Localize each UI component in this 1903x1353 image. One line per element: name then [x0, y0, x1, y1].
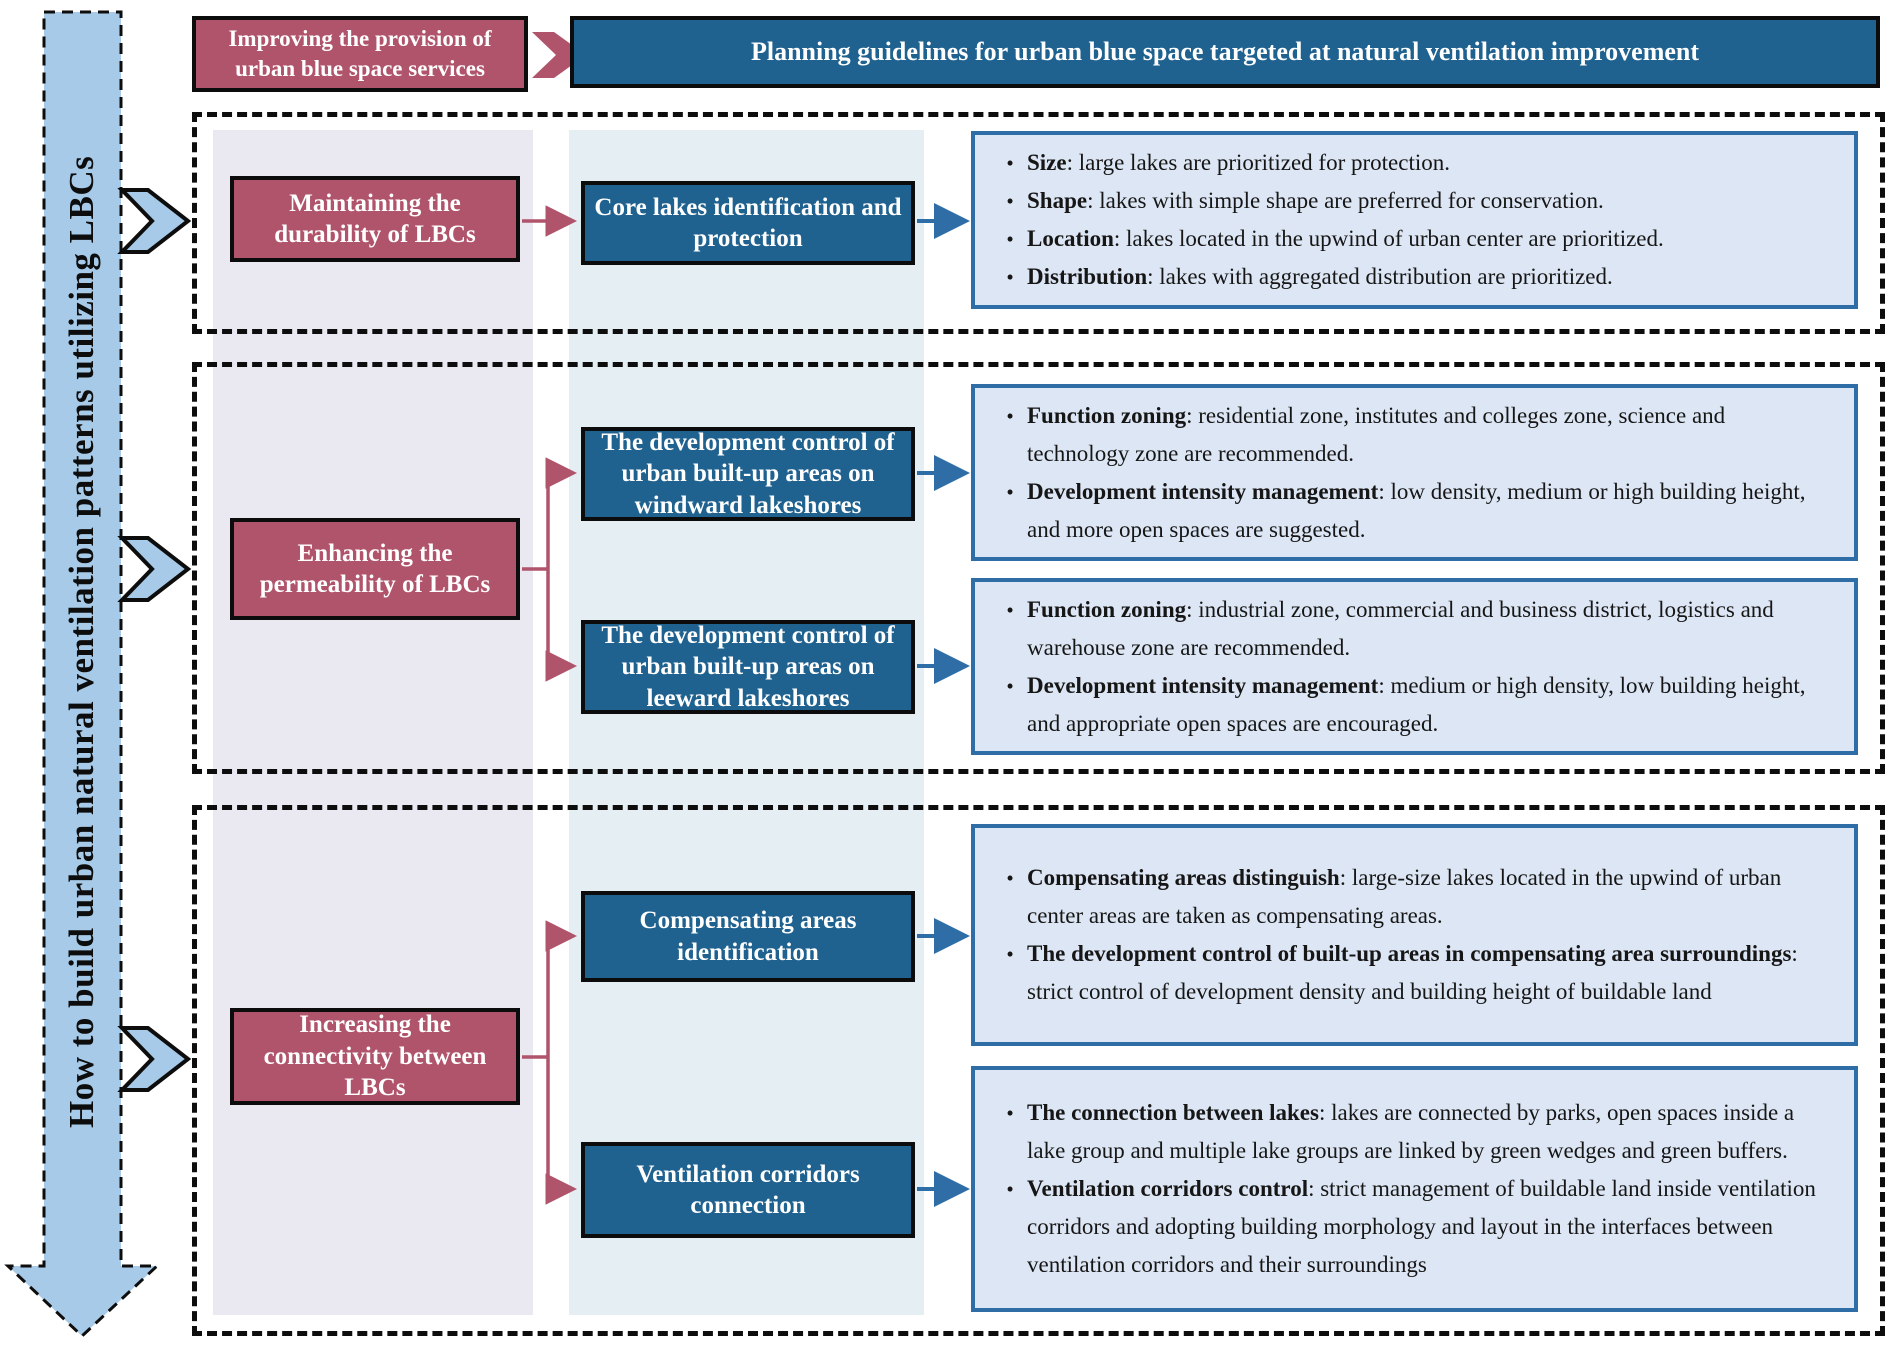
section2-chevron-icon [122, 538, 188, 600]
measure-box-compensating: Compensating areas identification [581, 891, 915, 982]
bullet-icon: • [1006, 1101, 1014, 1125]
bullet-icon: • [1006, 673, 1014, 698]
bullet-text: Development intensity management: medium or high density, low building height, and appropriate open spaces are encouraged. [1027, 672, 1806, 736]
section1-chevron-icon [122, 190, 188, 252]
measure-box-ventilation: Ventilation corridors connection [581, 1142, 915, 1238]
guideline-panel-core-lakes [971, 131, 1858, 309]
bullet-text: Function zoning: residential zone, institutes and colleges zone, science and technology zone are recommended. [1027, 402, 1726, 466]
bullet-text: Development intensity management: low density, medium or high building height, and more open spaces are suggested. [1027, 478, 1806, 542]
bullet-item [993, 220, 1832, 258]
bullet-icon: • [1006, 189, 1014, 213]
bullet-item [993, 935, 1832, 1011]
bullet-text: Ventilation corridors control: strict management of buildable land inside ventilation corridors and adopting building morphology and layout in the interfaces between ventilation corridors and their surroundings [1027, 1176, 1816, 1277]
bullet-item [993, 667, 1832, 743]
bullet-item [993, 397, 1832, 473]
bullet-text: Size: large lakes are prioritized for protection. [1027, 150, 1450, 175]
guideline-panel-leeward [971, 578, 1858, 755]
header-source-box: Improving the provision of urban blue space services [192, 16, 528, 92]
side-arrow-label: How to build urban natural ventilation patterns utilizing LBCs [62, 155, 101, 1129]
bullet-text: Shape: lakes with simple shape are preferred for conservation. [1027, 188, 1604, 213]
bullet-text: The development control of built-up areas in compensating area surroundings: strict control of development density and building height of buildable land [1027, 941, 1798, 1004]
bullet-icon: • [1006, 1177, 1014, 1201]
measure-box-core-lakes: Core lakes identification and protection [581, 181, 915, 265]
bullet-icon: • [1006, 866, 1014, 890]
bullet-item [993, 182, 1832, 220]
bullet-item [993, 144, 1832, 182]
bullet-item [993, 1094, 1832, 1170]
section3-chevron-icon [122, 1028, 188, 1090]
bullet-text: Location: lakes located in the upwind of urban center are prioritized. [1027, 226, 1664, 251]
bullet-icon: • [1006, 942, 1014, 966]
guideline-panel-ventilation [971, 1066, 1858, 1312]
guideline-panel-windward [971, 384, 1858, 561]
measure-box-windward: The development control of urban built-up areas on windward lakeshores [581, 427, 915, 521]
bullet-icon: • [1006, 265, 1014, 289]
bullet-item [993, 1170, 1832, 1284]
bullet-item [993, 473, 1832, 549]
bullet-icon: • [1006, 227, 1014, 251]
bullet-icon: • [1006, 597, 1014, 622]
bullet-item [993, 258, 1832, 296]
guideline-panel-compensating [971, 824, 1858, 1046]
bullet-item [993, 591, 1832, 667]
measure-box-leeward: The development control of urban built-up areas on leeward lakeshores [581, 620, 915, 714]
header-banner: Planning guidelines for urban blue space targeted at natural ventilation improvement [570, 16, 1880, 88]
bullet-text: The connection between lakes: lakes are connected by parks, open spaces inside a lake group and multiple lake groups are linked by green wedges and green buffers. [1027, 1100, 1795, 1163]
strategy-box-permeability: Enhancing the permeability of LBCs [230, 518, 520, 620]
bullet-item [993, 859, 1832, 935]
bullet-text: Function zoning: industrial zone, commercial and business district, logistics and warehouse zone are recommended. [1027, 596, 1774, 660]
bullet-icon: • [1006, 479, 1014, 504]
strategy-box-connectivity: Increasing the connectivity between LBCs [230, 1008, 520, 1105]
bullet-icon: • [1006, 151, 1014, 175]
bullet-icon: • [1006, 403, 1014, 428]
bullet-text: Compensating areas distinguish: large-size lakes located in the upwind of urban center areas are taken as compensating areas. [1027, 865, 1782, 928]
strategy-box-durability: Maintaining the durability of LBCs [230, 176, 520, 262]
bullet-text: Distribution: lakes with aggregated distribution are prioritized. [1027, 264, 1613, 289]
